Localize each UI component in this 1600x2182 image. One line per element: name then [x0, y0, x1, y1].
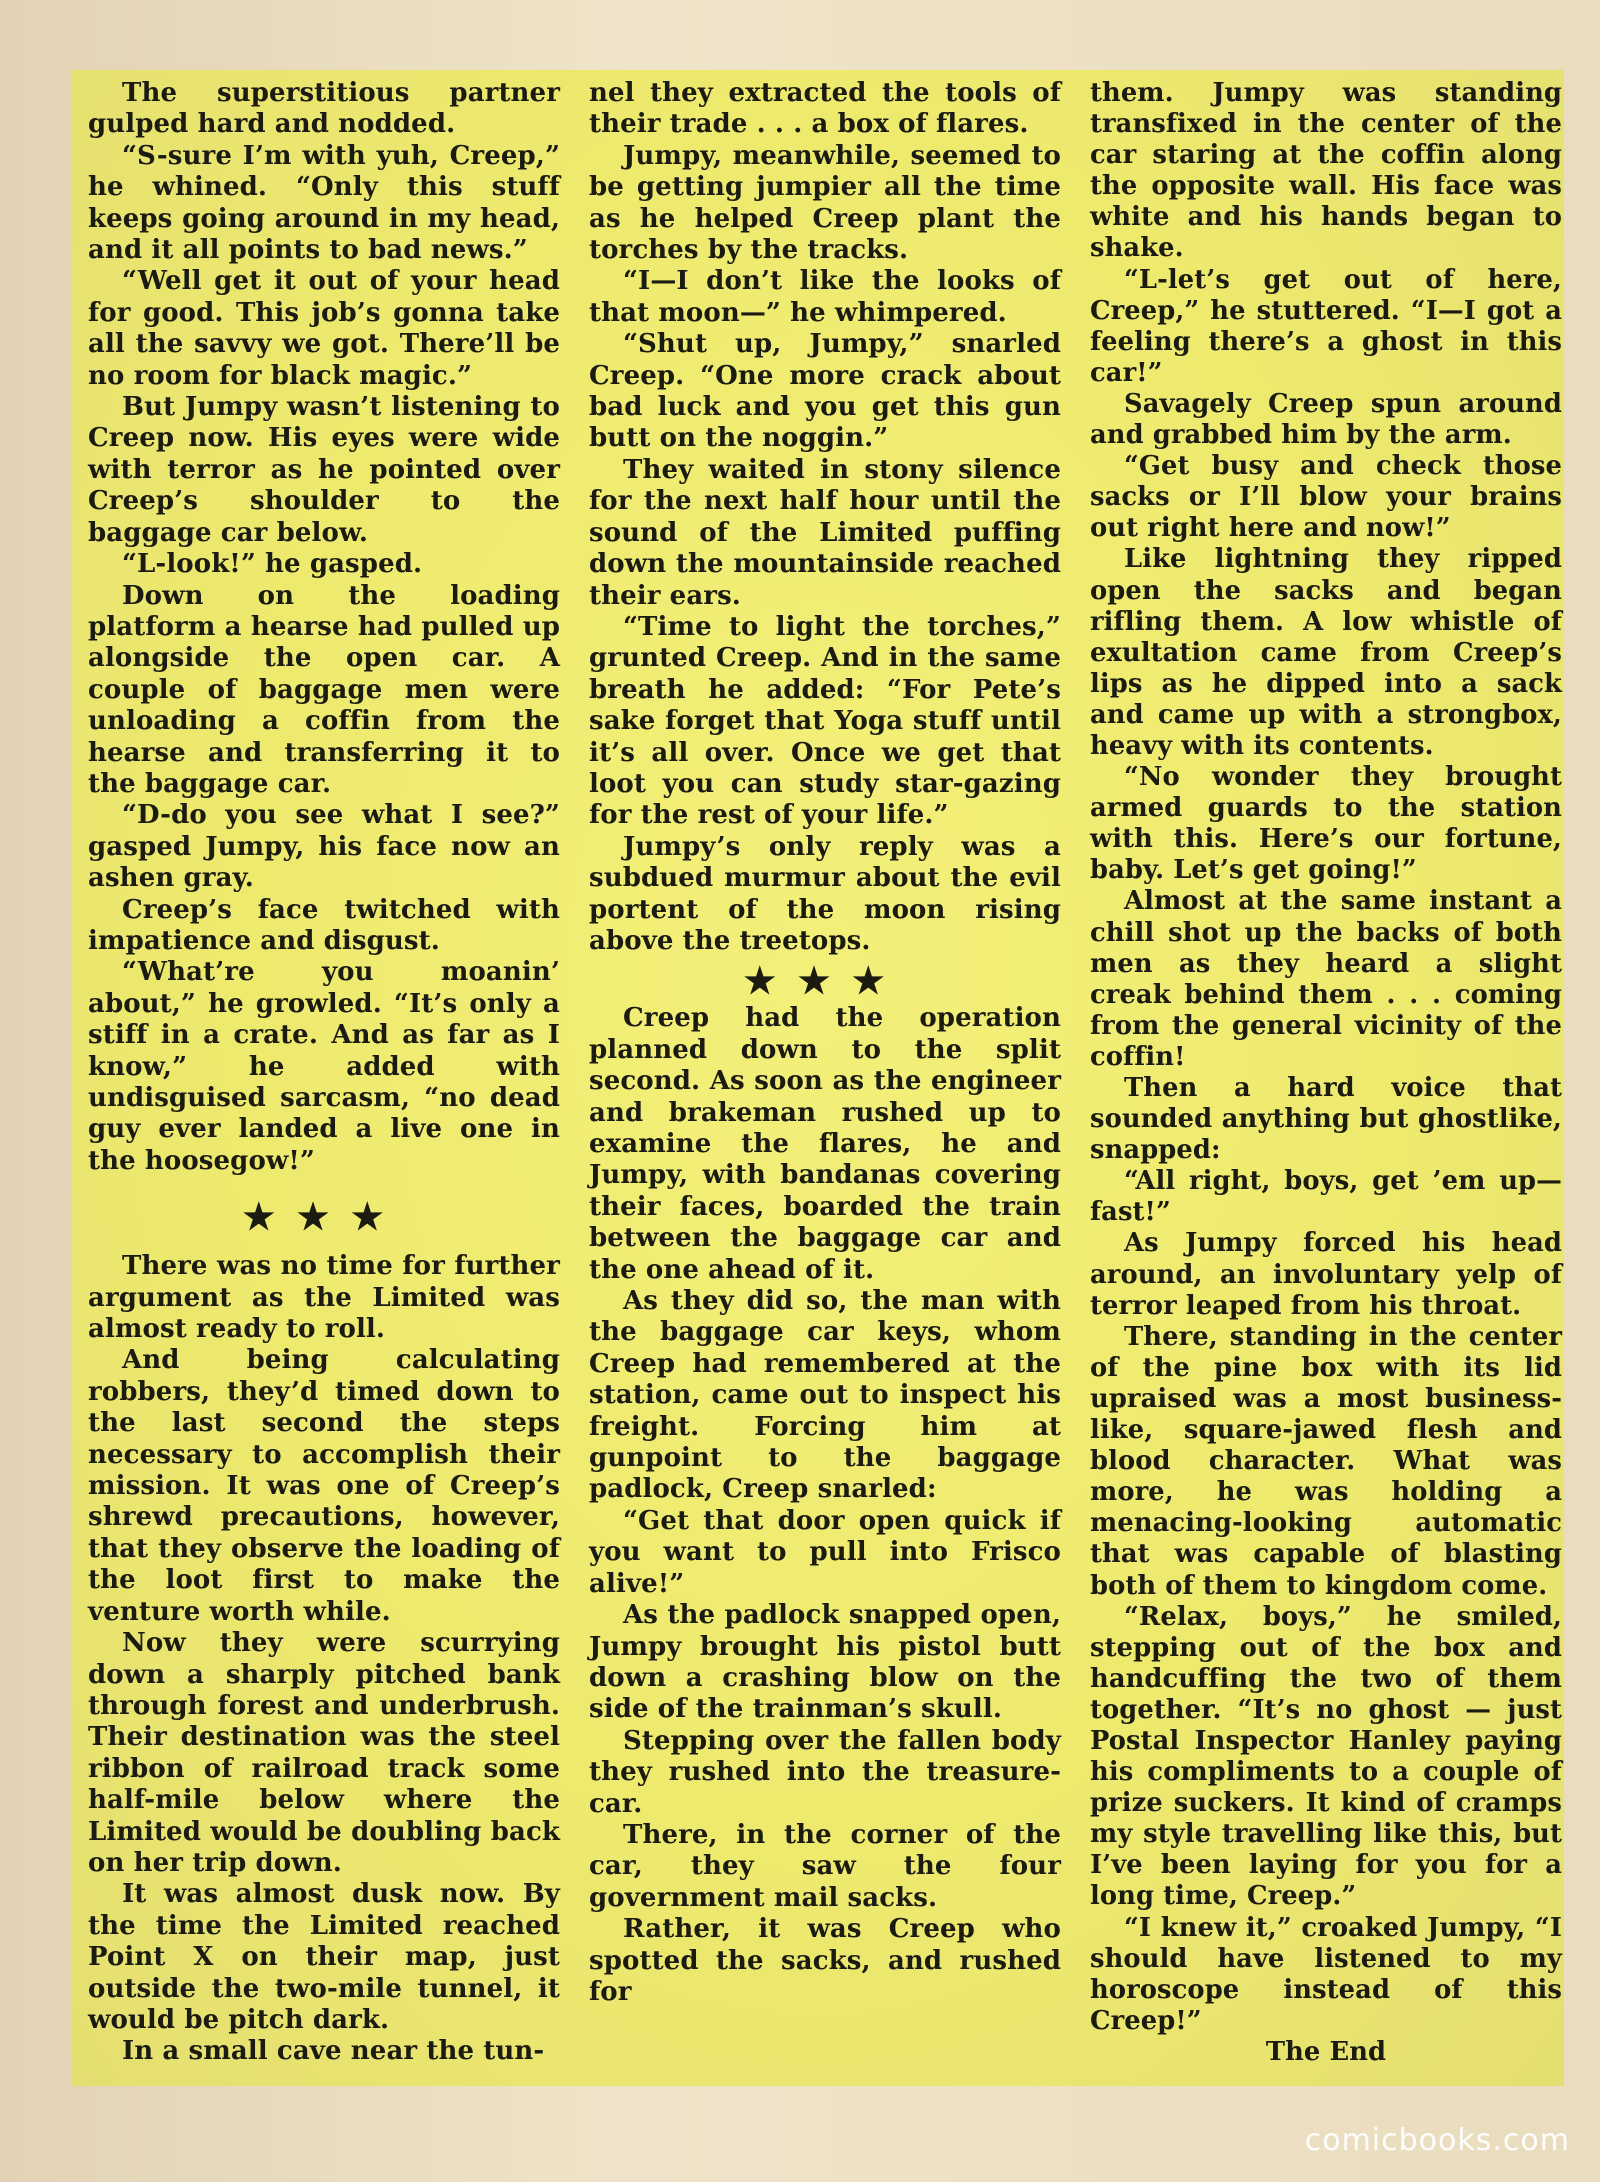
- paragraph: They waited in stony silence for the next half hour until the sound of the Limited puffing down the mountainside reached their ears.: [589, 454, 1061, 611]
- paragraph: Now they were scurrying down a sharply pitched bank through forest and underbrush. Their destination was the steel ribbon of railroad track some half-mile below where the Limited would be doubling back on her trip down.: [88, 1628, 560, 1878]
- paragraph: “No wonder they brought armed guards to the station with this. Here’s our fortune, baby. Let’s get going!”: [1090, 762, 1562, 886]
- paragraph: them. Jumpy was standing transfixed in the center of the car staring at the coffin along the opposite wall. His face was white and his hands began to shake.: [1090, 78, 1562, 264]
- paragraph: “I knew it,” croaked Jumpy, “I should have listened to my horoscope instead of this Creep!”: [1090, 1912, 1562, 2036]
- paragraph: The superstitious partner gulped hard and nodded.: [88, 78, 560, 140]
- paragraph: “What’re you moanin’ about,” he growled. “It’s only a stiff in a crate. And as far as I know,” he added with undisguised sarcasm, “no dead guy ever landed a live one in the hoosegow!”: [88, 957, 560, 1176]
- paragraph: “Well get it out of your head for good. This job’s gonna take all the savvy we got. There’ll be no room for black magic.”: [88, 266, 560, 391]
- paragraph: As they did so, the man with the baggage car keys, whom Creep had remembered at the station, came out to inspect his freight. Forcing him at gunpoint to the baggage padlock, Creep snarled:: [589, 1286, 1061, 1505]
- paragraph: Rather, it was Creep who spotted the sacks, and rushed for: [589, 1914, 1061, 2007]
- paragraph: In a small cave near the tun-: [122, 2036, 545, 2067]
- the-end-label: The End: [1265, 2036, 1387, 2067]
- paragraph: Creep had the operation planned down to the split second. As soon as the engineer and brakeman rushed up to examine the flares, he and Jumpy, with bandanas covering their faces, boarded the train between the baggage car and the one ahead of it.: [589, 1003, 1061, 1285]
- paragraph: It was almost dusk now. By the time the Limited reached Point X on their map, just outside the two-mile tunnel, it would be pitch dark.: [88, 1879, 560, 2035]
- paragraph: “S-sure I’m with yuh, Creep,” he whined. “Only this stuff keeps going around in my head, and it all points to bad news.”: [88, 140, 560, 266]
- paragraph: But Jumpy wasn’t listening to Creep now. His eyes were wide with terror as he pointed over Creep’s shoulder to the baggage car below.: [88, 392, 560, 548]
- text-column-2: [589, 78, 1061, 2008]
- watermark-text: comicbooks.com: [1304, 2123, 1570, 2158]
- paragraph: As Jumpy forced his head around, an involuntary yelp of terror leaped from his throat.: [1090, 1228, 1562, 1321]
- paragraph: “Relax, boys,” he smiled, stepping out of the box and handcuffing the two of them together. “It’s no ghost — just Postal Inspector Hanley paying his compliments to a couple of prize suckers. It kind of cramps my style travelling like this, but I’ve been laying for you for a long time, Creep.”: [1090, 1601, 1562, 1912]
- paragraph: Stepping over the fallen body they rushed into the treasure-car.: [589, 1725, 1061, 1819]
- section-break-stars: ★★★: [743, 960, 907, 1003]
- paragraph: Creep’s face twitched with impatience and disgust.: [88, 894, 560, 956]
- text-column-3: [1090, 78, 1562, 2068]
- paragraph: Jumpy’s only reply was a subdued murmur about the evil portent of the moon rising above the treetops.: [589, 831, 1061, 956]
- paragraph: And being calculating robbers, they’d timed down to the last second the steps necessary to accomplish their mission. It was one of Creep’s shrewd precautions, however, that they observe the loading of the loot first to make the venture worth while.: [88, 1345, 560, 1627]
- paragraph: Down on the loading platform a hearse had pulled up alongside the open car. A couple of baggage men were unloading a coffin from the hearse and transferring it to the baggage car.: [88, 580, 560, 799]
- text-column-1: [88, 78, 560, 2068]
- paragraph: “All right, boys, get ’em up—fast!”: [1090, 1166, 1562, 1228]
- paragraph: “D-do you see what I see?” gasped Jumpy, his face now an ashen gray.: [88, 800, 560, 894]
- paragraph: Almost at the same instant a chill shot up the backs of both men as they heard a slight creak behind them . . . coming from the general vicinity of the coffin!: [1090, 886, 1562, 1072]
- paragraph: “L-look!” he gasped.: [122, 549, 423, 580]
- paragraph: Jumpy, meanwhile, seemed to be getting jumpier all the time as he helped Creep plant the torches by the tracks.: [589, 140, 1061, 266]
- paragraph: Savagely Creep spun around and grabbed him by the arm.: [1090, 388, 1562, 451]
- paragraph: “Shut up, Jumpy,” snarled Creep. “One more crack about bad luck and you get this gun butt on the noggin.”: [589, 329, 1061, 454]
- paragraph: There, in the corner of the car, they saw the four government mail sacks.: [589, 1819, 1061, 1913]
- paragraph: There was no time for further argument as the Limited was almost ready to roll.: [88, 1251, 560, 1345]
- paragraph: “L-let’s get out of here, Creep,” he stuttered. “I—I got a feeling there’s a ghost in this car!”: [1090, 264, 1562, 388]
- paragraph: “Get busy and check those sacks or I’ll blow your brains out right here and now!”: [1090, 451, 1562, 544]
- paragraph: nel they extracted the tools of their trade . . . a box of flares.: [589, 78, 1061, 140]
- paragraph: As the padlock snapped open, Jumpy brought his pistol butt down a crashing blow on the side of the trainman’s skull.: [589, 1600, 1061, 1725]
- paragraph: “I—I don’t like the looks of that moon—” he whimpered.: [589, 266, 1061, 328]
- paragraph: There, standing in the center of the pine box with its lid upraised was a most business-like, square-jawed flesh and blood character. What was more, he was holding a menacing-looking automatic that was capable of blasting both of them to kingdom come.: [1090, 1321, 1562, 1601]
- section-break-stars: ★★★: [242, 1196, 406, 1239]
- paragraph: “Time to light the torches,” grunted Creep. And in the same breath he added: “For Pete’s sake forget that Yoga stuff until it’s all over. Once we get that loot you can study star-gazing for the rest of your life.”: [589, 611, 1061, 831]
- paragraph: “Get that door open quick if you want to pull into Frisco alive!”: [589, 1505, 1061, 1599]
- paragraph: Then a hard voice that sounded anything but ghostlike, snapped:: [1090, 1073, 1562, 1166]
- paragraph: Like lightning they ripped open the sacks and began rifling them. A low whistle of exultation came from Creep’s lips as he dipped into a sack and came up with a strongbox, heavy with its contents.: [1090, 544, 1562, 761]
